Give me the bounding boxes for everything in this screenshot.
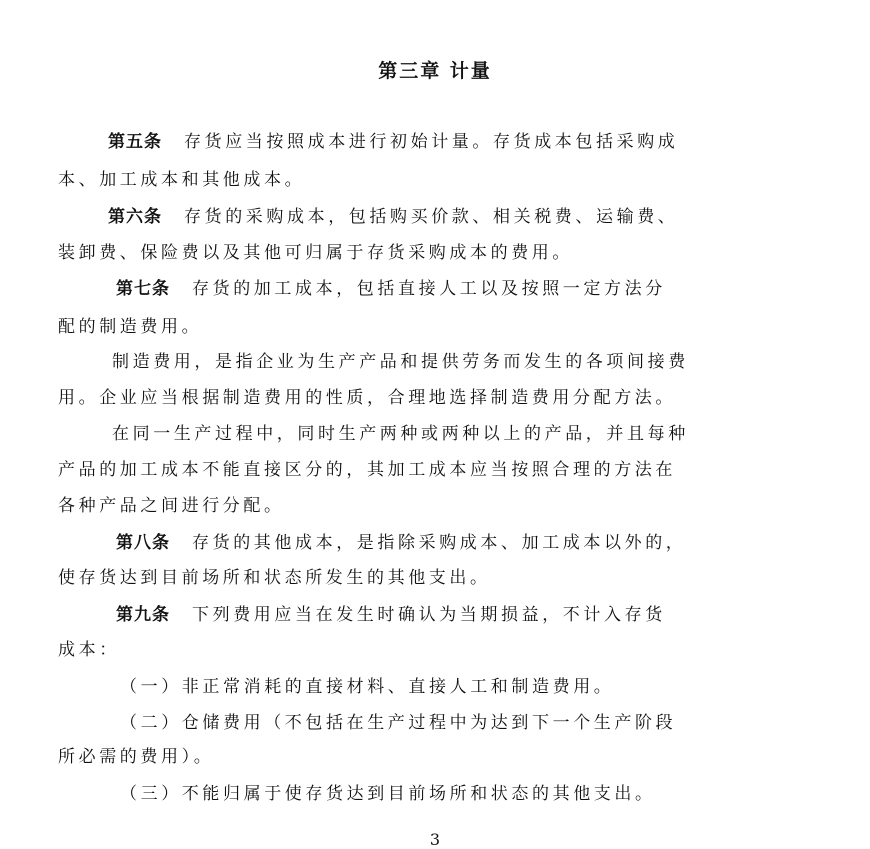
article-9-item-2-line-1: （二）仓储费用（不包括在生产过程中为达到下一个生产阶段 [120, 713, 677, 733]
article-7-paragraph-3-line-1: 在同一生产过程中，同时生产两种或两种以上的产品，并且每种 [112, 424, 689, 444]
article-7-line-1 [116, 277, 870, 301]
article-5-text-1: 存货应当按照成本进行初始计量。存货成本包括采购成 [184, 132, 679, 152]
page-number: 3 [429, 830, 441, 849]
article-9-item-3: （三）不能归属于使存货达到目前场所和状态的其他支出。 [120, 784, 656, 804]
article-6-line-2: 装卸费、保险费以及其他可归属于存货采购成本的费用。 [58, 243, 573, 263]
article-6-number: 第六条 [108, 207, 162, 227]
article-7-paragraph-3-line-3: 各种产品之间进行分配。 [58, 496, 285, 516]
article-5-number: 第五条 [108, 132, 162, 152]
chapter-title: 第三章 计量 [378, 60, 492, 82]
article-7-number: 第七条 [116, 279, 170, 299]
article-9-text-1: 下列费用应当在发生时确认为当期损益，不计入存货 [192, 605, 666, 625]
article-5-line-1 [108, 130, 868, 154]
article-8-line-2: 使存货达到目前场所和状态所发生的其他支出。 [58, 568, 491, 588]
article-9-item-2-line-2: 所必需的费用）。 [58, 747, 215, 767]
article-9-number: 第九条 [116, 605, 170, 625]
article-7-paragraph-3-line-2: 产品的加工成本不能直接区分的，其加工成本应当按照合理的方法在 [58, 460, 676, 480]
article-8-line-1 [116, 531, 870, 555]
article-6-line-1 [108, 205, 868, 229]
article-9-item-1: （一）非正常消耗的直接材料、直接人工和制造费用。 [120, 677, 615, 697]
article-7-paragraph-2-line-2: 用。企业应当根据制造费用的性质，合理地选择制造费用分配方法。 [58, 388, 676, 408]
article-5-line-2: 本、加工成本和其他成本。 [58, 170, 306, 190]
article-7-text-1: 存货的加工成本，包括直接人工以及按照一定方法分 [192, 279, 666, 299]
article-8-text-1: 存货的其他成本，是指除采购成本、加工成本以外的， [192, 533, 687, 553]
article-7-paragraph-2-line-1: 制造费用，是指企业为生产产品和提供劳务而发生的各项间接费 [112, 352, 689, 372]
article-8-number: 第八条 [116, 533, 170, 553]
article-6-text-1: 存货的采购成本，包括购买价款、相关税费、运输费、 [184, 207, 679, 227]
article-9-line-1 [116, 603, 870, 627]
article-9-line-2: 成本： [58, 640, 120, 660]
article-7-line-2: 配的制造费用。 [58, 317, 203, 337]
